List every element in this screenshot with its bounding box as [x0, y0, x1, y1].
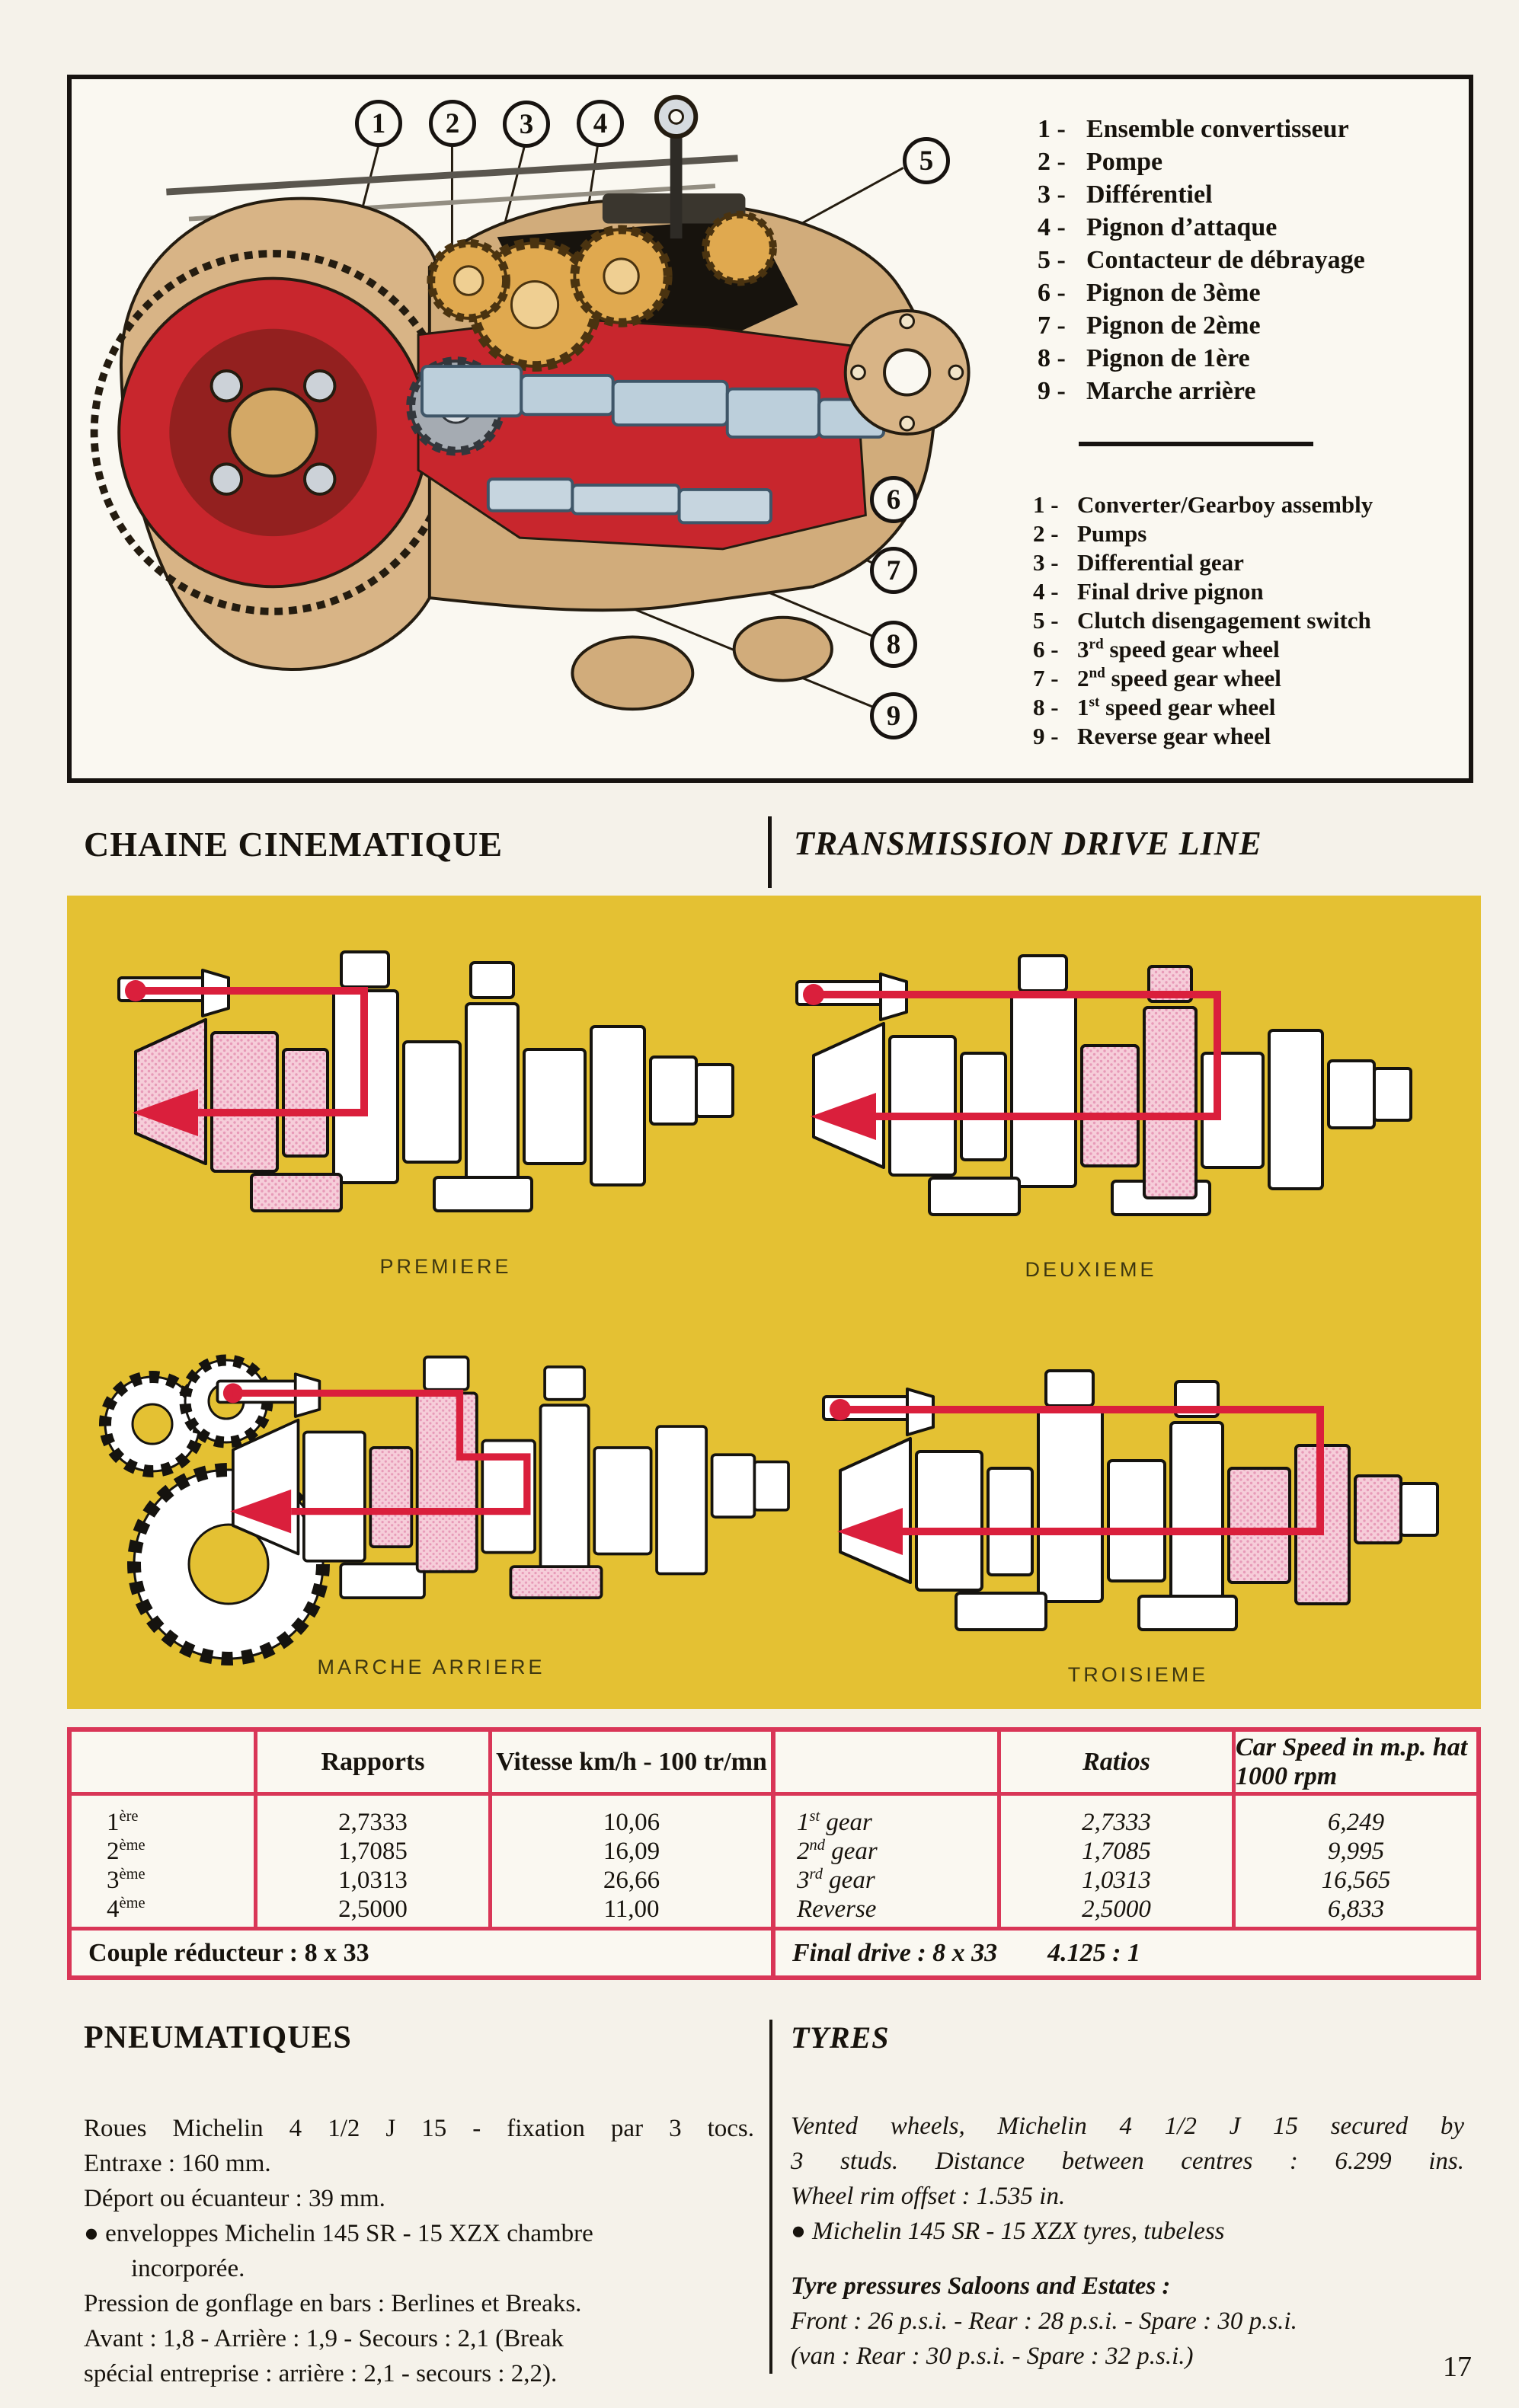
- legend-divider-rule: [1079, 442, 1313, 446]
- legend-label: Pignon d’attaque: [1086, 213, 1278, 241]
- gear-label-fr: 2ème: [107, 1837, 146, 1865]
- callout-8: [870, 621, 917, 668]
- gear-label-en: 1st gear: [797, 1808, 872, 1836]
- schematic-deuxieme: [797, 956, 1411, 1215]
- callout-2: [429, 100, 476, 147]
- callout-6-num: 6: [886, 484, 901, 516]
- legend-label: Contacteur de débrayage: [1086, 246, 1365, 274]
- table-header-ratios: Ratios: [1001, 1732, 1236, 1796]
- legend-num: 3 -: [1033, 549, 1059, 576]
- legend-num: 8 -: [1038, 344, 1066, 372]
- ratio-value: 2,7333: [338, 1809, 408, 1836]
- table-ratios-fr: [257, 1796, 492, 1927]
- legend-en-item: [1033, 548, 1490, 577]
- table-header-vitesse: Vitesse km/h - 100 tr/mn: [492, 1732, 775, 1796]
- gear-label-fr: 3ème: [107, 1866, 146, 1894]
- legend-num: 3 -: [1038, 180, 1066, 209]
- callout-1-num: 1: [371, 107, 386, 139]
- legend-fr-item: [1038, 309, 1464, 342]
- text-line: Avant : 1,8 - Arrière : 1,9 - Secours : 2,1 (Break: [84, 2325, 564, 2352]
- end-cap: [846, 311, 969, 434]
- gear-label-fr: 4ème: [107, 1895, 146, 1923]
- tyres-section: [791, 2020, 1464, 2374]
- text-line: Front : 26 p.s.i. - Rear : 28 p.s.i. - Spare : 30 p.s.i.: [791, 2307, 1297, 2335]
- section-title-en: TRANSMISSION DRIVE LINE: [794, 825, 1262, 862]
- legend-label: Pumps: [1077, 520, 1147, 547]
- speed-value: 10,06: [603, 1809, 660, 1836]
- legend-num: 9 -: [1033, 723, 1059, 749]
- legend-label: Ensemble convertisseur: [1086, 115, 1349, 143]
- text-line: incorporée.: [131, 2255, 245, 2282]
- legend-en-item: [1033, 490, 1490, 519]
- legend-en-item: [1033, 635, 1490, 664]
- table-speeds-en: [1236, 1796, 1476, 1927]
- legend-label: Pompe: [1086, 148, 1163, 176]
- legend-label: Final drive pignon: [1077, 578, 1264, 605]
- legend-fr-item: [1038, 342, 1464, 375]
- callout-4: [577, 100, 624, 147]
- callout-7-num: 7: [886, 554, 901, 586]
- legend-num: 9 -: [1038, 377, 1066, 405]
- bell-housing: [94, 199, 453, 669]
- legend-num: 7 -: [1033, 665, 1059, 691]
- drive-line-panel: [67, 896, 1481, 1709]
- speed-value: 11,00: [603, 1895, 660, 1923]
- legend-num: 7 -: [1038, 311, 1066, 340]
- gear-label-en: 2nd gear: [797, 1837, 878, 1865]
- drive-line-schematics: [67, 896, 1481, 1709]
- legend-num: 4 -: [1038, 213, 1066, 241]
- legend-fr-item: [1038, 145, 1464, 178]
- legend-fr-item: [1038, 178, 1464, 211]
- legend-num: 5 -: [1033, 607, 1059, 634]
- legend-num: 6 -: [1038, 279, 1066, 307]
- text-line: ● enveloppes Michelin 145 SR - 15 XZX chambre: [84, 2220, 593, 2247]
- gear-label-en: Reverse: [797, 1895, 877, 1923]
- legend-label: Converter/Gearboy assembly: [1077, 491, 1373, 518]
- legend-fr-item: [1038, 244, 1464, 276]
- text-line: Pression de gonflage en bars : Berlines et Breaks.: [84, 2290, 582, 2317]
- speed-value: 6,249: [1327, 1809, 1385, 1836]
- pneumatiques-body: [84, 2111, 754, 2391]
- section-title-fr: CHAINE CINEMATIQUE: [84, 825, 504, 864]
- tyres-title: TYRES: [791, 2020, 890, 2055]
- final-drive-ratio: 4.125 : 1: [1047, 1938, 1140, 1967]
- tyres-column-divider: [769, 2020, 772, 2374]
- label-premiere: PREMIERE: [379, 1255, 512, 1278]
- legend-num: 8 -: [1033, 694, 1059, 720]
- table-gears-en: [775, 1796, 1001, 1927]
- table-header-rapports: Rapports: [257, 1732, 492, 1796]
- legend-fr-item: [1038, 276, 1464, 309]
- text-line: ● Michelin 145 SR - 15 XZX tyres, tubeless: [791, 2218, 1225, 2245]
- ratio-value: 1,0313: [1082, 1867, 1151, 1894]
- page-number: 17: [1443, 2351, 1472, 2383]
- text-line: 3 studs. Distance between centres : 6.299 ins.: [791, 2148, 1464, 2175]
- schematic-troisieme: [823, 1371, 1437, 1630]
- heading-divider: [768, 816, 772, 888]
- label-troisieme: TROISIEME: [1067, 1663, 1209, 1686]
- legend-label: Differential gear: [1077, 549, 1244, 576]
- text-line: spécial entreprise : arrière : 2,1 - secours : 2,2).: [84, 2360, 558, 2387]
- ratios-table: [67, 1727, 1481, 1980]
- legend-num: 6 -: [1033, 636, 1059, 663]
- callout-6: [870, 476, 917, 523]
- speed-value: 16,09: [603, 1838, 660, 1865]
- callout-5-num: 5: [919, 145, 934, 177]
- legend-num: 1 -: [1033, 491, 1059, 518]
- callout-2-num: 2: [445, 107, 460, 139]
- legend-num: 4 -: [1033, 578, 1059, 605]
- text-line: Wheel rim offset : 1.535 in.: [791, 2183, 1066, 2210]
- callout-7: [870, 547, 917, 594]
- legend-fr-item: [1038, 375, 1464, 407]
- ratio-value: 2,5000: [338, 1895, 408, 1923]
- legend-label: Reverse gear wheel: [1077, 723, 1271, 749]
- legend-num: 5 -: [1038, 246, 1066, 274]
- ratio-value: 1,7085: [1082, 1838, 1151, 1865]
- pneumatiques-title: PNEUMATIQUES: [84, 2020, 352, 2055]
- callout-4-num: 4: [593, 107, 608, 139]
- legend-label: Pignon de 1ère: [1086, 344, 1250, 372]
- label-marche-arriere: MARCHE ARRIERE: [317, 1656, 545, 1678]
- legend-label: Pignon de 2ème: [1086, 311, 1261, 340]
- text-line: (van : Rear : 30 p.s.i. - Spare : 32 p.s.i.): [791, 2343, 1194, 2370]
- gearbox-diagram-box: [67, 75, 1473, 783]
- callout-5: [903, 137, 950, 184]
- speed-value: 6,833: [1327, 1895, 1385, 1923]
- legend-label: Marche arrière: [1086, 377, 1256, 405]
- text-line: Vented wheels, Michelin 4 1/2 J 15 secured by: [791, 2113, 1464, 2140]
- legend-label: 3rd speed gear wheel: [1077, 636, 1280, 663]
- ratio-value: 2,5000: [1082, 1895, 1151, 1923]
- legend-en-item: [1033, 606, 1490, 635]
- legend-fr-item: [1038, 211, 1464, 244]
- text-line: Déport ou écuanteur : 39 mm.: [84, 2185, 385, 2212]
- speed-value: 26,66: [603, 1867, 660, 1894]
- legend-english: [1033, 490, 1490, 751]
- text-line: Roues Michelin 4 1/2 J 15 - fixation par 3 tocs.: [84, 2115, 754, 2142]
- tyres-body: [791, 2109, 1464, 2374]
- legend-label: Pignon de 3ème: [1086, 279, 1261, 307]
- legend-num: 1 -: [1038, 115, 1066, 143]
- callout-3: [503, 101, 550, 148]
- legend-num: 2 -: [1038, 148, 1066, 176]
- legend-french: [1038, 113, 1464, 407]
- table-speeds-fr: [492, 1796, 775, 1927]
- speed-value: 9,995: [1327, 1838, 1385, 1865]
- callout-3-num: 3: [519, 108, 534, 140]
- final-drive-label: Final drive : 8 x 33: [792, 1938, 998, 1967]
- legend-num: 2 -: [1033, 520, 1059, 547]
- text-line: Tyre pressures Saloons and Estates :: [791, 2272, 1171, 2300]
- callout-9: [870, 692, 917, 739]
- legend-fr-item: [1038, 113, 1464, 145]
- table-gears-fr: [72, 1796, 257, 1927]
- mount-boss: [572, 637, 692, 709]
- legend-en-item: [1033, 693, 1490, 722]
- table-ratios-en: [1001, 1796, 1236, 1927]
- mount-boss-2: [734, 618, 832, 681]
- table-header-car-speed: Car Speed in m.p. hat 1000 rpm: [1236, 1732, 1476, 1796]
- legend-label: 1st speed gear wheel: [1077, 694, 1276, 720]
- speed-value: 16,565: [1321, 1867, 1391, 1894]
- legend-label: 2nd speed gear wheel: [1077, 665, 1281, 691]
- legend-en-item: [1033, 664, 1490, 693]
- legend-label: Différentiel: [1086, 180, 1213, 209]
- callout-1: [355, 100, 402, 147]
- callout-9-num: 9: [886, 700, 901, 732]
- legend-en-item: [1033, 577, 1490, 606]
- schematic-premiere: [119, 952, 733, 1211]
- pneumatiques-section: [84, 2020, 754, 2391]
- table-footer-en: [775, 1927, 1476, 1975]
- ratio-value: 2,7333: [1082, 1809, 1151, 1836]
- label-deuxieme: DEUXIEME: [1025, 1258, 1157, 1281]
- text-line: Entraxe : 160 mm.: [84, 2150, 271, 2177]
- legend-en-item: [1033, 722, 1490, 751]
- ratio-value: 1,7085: [338, 1838, 408, 1865]
- table-header-blank-en: [775, 1732, 1001, 1796]
- table-header-blank-fr: [72, 1732, 257, 1796]
- ratio-value: 1,0313: [338, 1867, 408, 1894]
- gear-label-fr: 1ère: [107, 1808, 139, 1836]
- legend-label: Clutch disengagement switch: [1077, 607, 1371, 634]
- gear-label-en: 3rd gear: [797, 1866, 875, 1894]
- callout-8-num: 8: [886, 628, 901, 660]
- table-footer-fr: Couple réducteur : 8 x 33: [72, 1927, 775, 1975]
- legend-en-item: [1033, 519, 1490, 548]
